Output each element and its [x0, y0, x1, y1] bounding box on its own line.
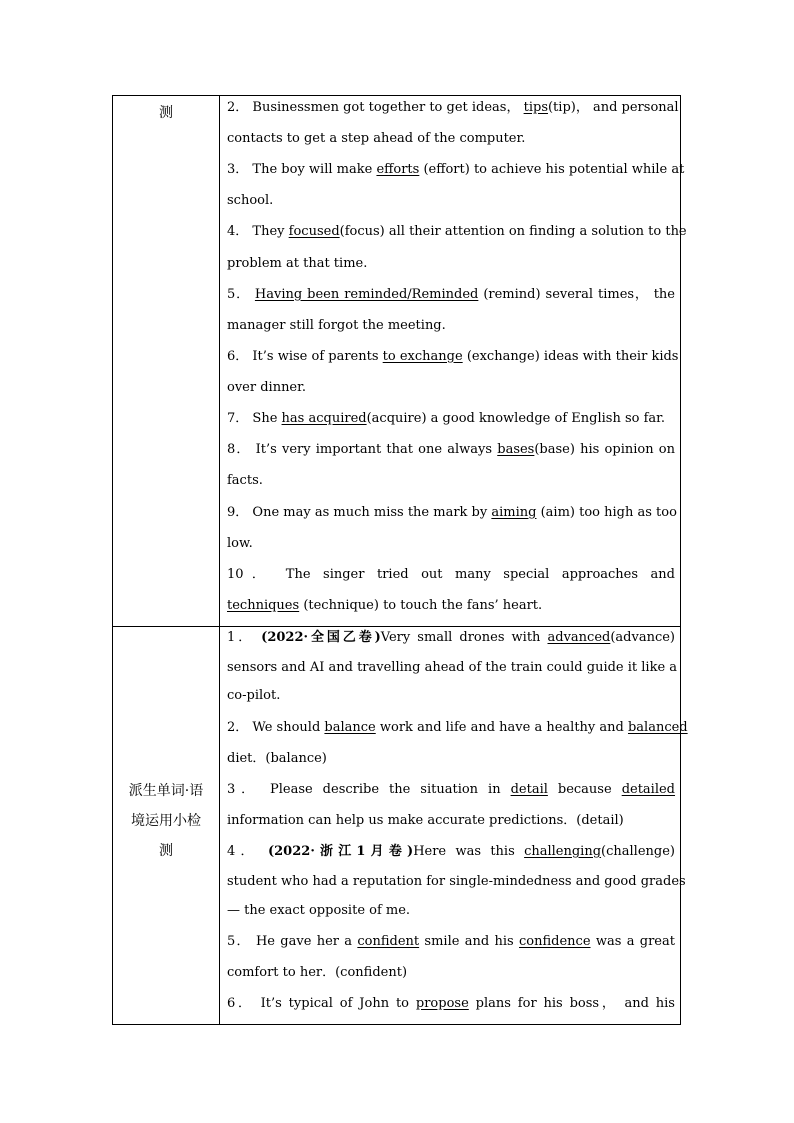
answer-blank: balance: [324, 720, 376, 735]
item-number: 9．: [227, 505, 249, 520]
sentence-text: He gave her a: [255, 934, 353, 949]
derive-item-4-line3: [227, 899, 675, 923]
item-8-line2: [227, 469, 675, 493]
answer-blank: tips: [523, 100, 548, 115]
sentence-text: One may as much miss the mark by: [252, 505, 488, 520]
sentence-text: (effort) to achieve his potential while at: [423, 162, 685, 177]
answer-blank: has acquired: [281, 411, 367, 426]
answer-blank: detailed: [621, 782, 676, 797]
sentence-text: (focus) all their attention on finding a solution to the: [339, 224, 687, 239]
sentence-text: It’s typical of John to: [260, 996, 410, 1011]
answer-blank: aiming: [491, 505, 537, 520]
item-2-line2: [227, 127, 675, 151]
derive-item-2-line1: [227, 716, 688, 740]
sentence-text: sensors and AI and travelling ahead of the train could guide it like a: [227, 660, 678, 675]
derive-item-4-line1: [227, 840, 675, 864]
item-6-line1: [227, 345, 679, 369]
item-9-line1: [227, 501, 675, 525]
sentence-text: contacts to get a step ahead of the computer.: [227, 131, 526, 146]
item-7-line1: [227, 407, 675, 431]
item-number: 6．: [227, 349, 249, 364]
sentence-text: facts.: [227, 473, 263, 488]
derive-item-1-line2: [227, 656, 678, 680]
sentence-text: comfort to her．(confident): [227, 965, 408, 980]
sentence-text: They: [252, 224, 285, 239]
sentence-text: low.: [227, 536, 253, 551]
sentence-text: Please describe the situation in: [269, 782, 501, 797]
derive-item-3-line2: [227, 809, 675, 833]
sentence-text: diet．(balance): [227, 751, 327, 766]
sentence-text: over dinner.: [227, 380, 307, 395]
sentence-text: (technique) to touch the fans’ heart.: [303, 598, 543, 613]
sentence-text: Here was this: [413, 844, 515, 859]
derive-item-2-line2: [227, 747, 675, 771]
source-tag: (2022·浙江1月卷): [267, 844, 414, 859]
row2-label-line: 派生单词·语: [128, 783, 204, 799]
sentence-text: co-pilot.: [227, 688, 281, 703]
answer-blank: focused: [288, 224, 340, 239]
sentence-text: We should: [252, 720, 321, 735]
sentence-text: (tip)， and personal: [547, 100, 679, 115]
sentence-text: student who had a reputation for single-mindedness and good grades: [227, 874, 686, 889]
item-5-line2: [227, 314, 675, 338]
item-number: 4．: [227, 844, 259, 859]
sentence-text: It’s wise of parents: [252, 349, 379, 364]
answer-blank: confidence: [519, 934, 591, 949]
row1-label: [113, 98, 219, 128]
sentence-text: was a great: [595, 934, 675, 949]
derive-item-5-line1: [227, 930, 675, 954]
item-5-line1: [227, 283, 675, 307]
derive-item-5-line2: [227, 961, 675, 985]
item-number: 3．: [227, 162, 249, 177]
item-9-line2: [227, 532, 675, 556]
item-6-line2: [227, 376, 675, 400]
sentence-text: work and life and have a healthy and: [379, 720, 624, 735]
item-3-line1: [227, 158, 685, 182]
item-4-line1: [227, 220, 687, 244]
derive-item-1-line1: [227, 626, 675, 650]
row2-label-line: 境运用小检: [131, 813, 201, 829]
item-8-line1: [227, 438, 675, 462]
item-3-line2: [227, 189, 675, 213]
answer-blank: techniques: [227, 598, 300, 613]
item-4-line2: [227, 252, 675, 276]
source-tag: (2022·全国乙卷): [261, 630, 381, 645]
derive-item-3-line1: [227, 778, 675, 802]
answer-blank: challenging: [524, 844, 602, 859]
item-10-line1: [227, 563, 675, 587]
derive-item-1-line3: [227, 684, 675, 708]
sentence-text: (base) his opinion on: [534, 442, 675, 457]
sentence-text: (acquire) a good knowledge of English so far.: [366, 411, 666, 426]
sentence-text: (advance): [610, 630, 676, 645]
exercise-table: [112, 95, 688, 1025]
item-10-line2: [227, 594, 675, 618]
item-2-line1: [227, 96, 679, 120]
answer-blank: confident: [357, 934, 420, 949]
column-divider: [219, 96, 220, 1024]
item-number: 7．: [227, 411, 249, 426]
sentence-text: It’s very important that one always: [255, 442, 493, 457]
row1-label-text: 测: [159, 105, 173, 121]
sentence-text: (aim) too high as too: [540, 505, 677, 520]
sentence-text: 10． The singer tried out many special approaches and: [227, 567, 675, 582]
row2-label: [113, 776, 219, 866]
row2-label-line: 测: [159, 843, 173, 859]
item-number: 2．: [227, 100, 249, 115]
answer-blank: bases: [497, 442, 535, 457]
item-number: 6．: [227, 996, 254, 1011]
sentence-text: — the exact opposite of me.: [227, 903, 411, 918]
sentence-text: (exchange) ideas with their kids: [466, 349, 679, 364]
answer-blank: to exchange: [382, 349, 463, 364]
item-number: 4．: [227, 224, 249, 239]
item-number: 3．: [227, 782, 260, 797]
answer-blank: detail: [510, 782, 548, 797]
sentence-text: plans for his boss， and his: [475, 996, 675, 1011]
sentence-text: information can help us make accurate predictions．(detail): [227, 813, 624, 828]
derive-item-4-line2: [227, 870, 686, 894]
sentence-text: because: [557, 782, 612, 797]
answer-blank: efforts: [376, 162, 420, 177]
item-number: 2．: [227, 720, 249, 735]
sentence-text: manager still forgot the meeting.: [227, 318, 446, 333]
item-number: 8．: [227, 442, 251, 457]
sentence-text: She: [252, 411, 278, 426]
answer-blank: balanced: [627, 720, 688, 735]
item-number: 5．: [227, 934, 251, 949]
item-number: 5．: [227, 287, 250, 302]
answer-blank: propose: [415, 996, 469, 1011]
sentence-text: The boy will make: [252, 162, 373, 177]
item-number: 1．: [227, 630, 255, 645]
sentence-text: school.: [227, 193, 274, 208]
derive-item-6-line1: [227, 992, 675, 1016]
sentence-text: Very small drones with: [380, 630, 541, 645]
sentence-text: problem at that time.: [227, 256, 368, 271]
answer-blank: advanced: [547, 630, 611, 645]
answer-blank: Having been reminded/Reminded: [254, 287, 479, 302]
sentence-text: (challenge): [601, 844, 675, 859]
sentence-text: smile and his: [424, 934, 514, 949]
sentence-text: (remind) several times， the: [483, 287, 675, 302]
sentence-text: Businessmen got together to get ideas，: [252, 100, 520, 115]
